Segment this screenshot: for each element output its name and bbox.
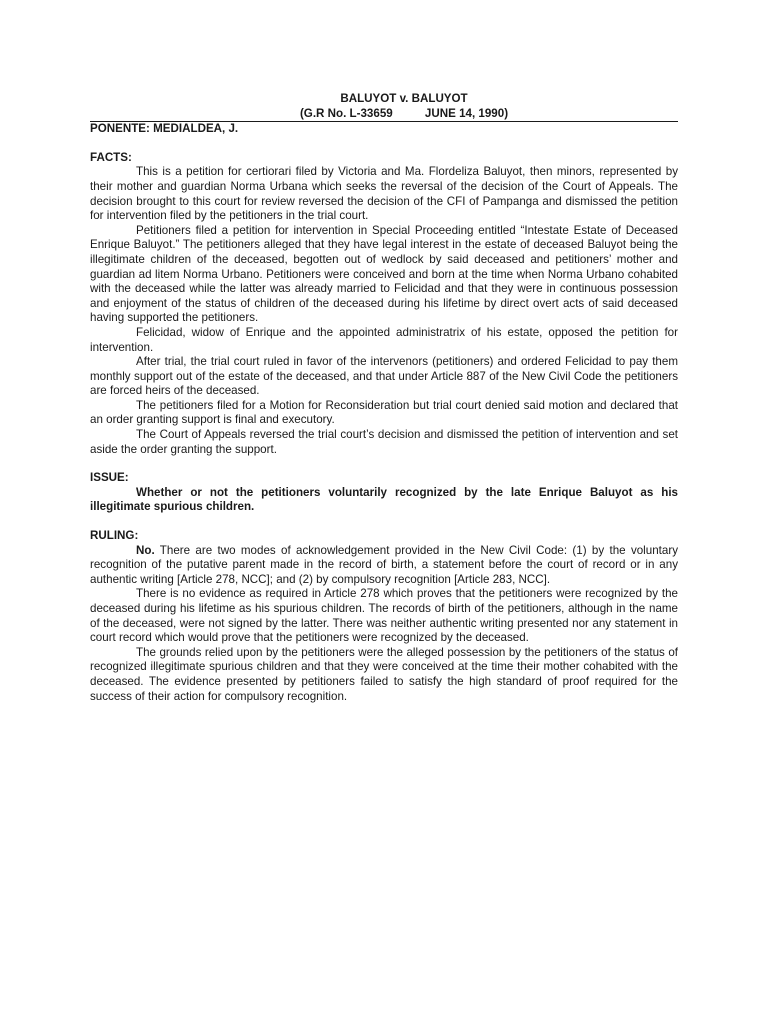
ruling-first-text: There are two modes of acknowledgement provided in the New Civil Code: (1) by the voluntary recognition of the putative parent made in the record of birth, a statement before the court of record or in any authentic writing [Article 278, NCC]; and (2) by compulsory recognition [Article 283, NCC]. bbox=[90, 543, 678, 586]
ruling-paragraph: There is no evidence as required in Article 278 which proves that the petitioners were recognized by the deceased during his lifetime as his spurious children. The records of birth of the petitioners, although in the name of the deceased, were not signed by the latter. There was neither authentic writing presented nor any statement in court record which would prove that the petitioners were recognized by the deceased. bbox=[90, 587, 678, 645]
case-title: BALUYOT v. BALUYOT bbox=[340, 92, 468, 105]
facts-paragraph: The Court of Appeals reversed the trial court’s decision and dismissed the petition of intervention and set aside the order granting the support. bbox=[90, 428, 678, 456]
document-page bbox=[90, 92, 678, 704]
facts-paragraph: This is a petition for certiorari filed by Victoria and Ma. Flordeliza Baluyot, then minors, represented by their mother and guardian Norma Urbana which seeks the reversal of the decision of the Court of Appeals. The decision brought to this court for review reversed the decision of the CFI of Pampanga and dismissed the petition for intervention filed by the petitioners in the trial court. bbox=[90, 165, 678, 223]
facts-paragraph: The petitioners filed for a Motion for Reconsideration but trial court denied said motion and declared that an order granting support is final and executory. bbox=[90, 398, 678, 427]
facts-paragraph: Petitioners filed a petition for intervention in Special Proceeding entitled “Intestate Estate of Deceased Enrique Baluyot.” The petitioners alleged that they have legal interest in the estate of deceased Baluyot being the illegitimate children of the deceased, begotten out of wedlock by said deceased and petitioners’ mother and guardian ad litem Norma Urbano. Petitioners were conceived and born at the time when Norma Urbano cohabited with the deceased while the latter was already married to Felicidad and that they were in continuous possession and enjoyment of the status of children of the deceased during his lifetime by direct overt acts of said deceased having supported the petitioners. bbox=[90, 223, 678, 325]
ruling-lead: No. bbox=[136, 543, 155, 557]
issue-text: Whether or not the petitioners voluntarily recognized by the late Enrique Baluyot as his illegitimate spurious children. bbox=[90, 485, 678, 514]
facts-paragraph: After trial, the trial court ruled in favor of the intervenors (petitioners) and ordered Felicidad to pay them monthly support out of the estate of the deceased, and that under Article 887 of the New Civil Code the petitioners are forced heirs of the deceased. bbox=[90, 355, 678, 398]
facts-heading: FACTS: bbox=[90, 150, 132, 164]
case-reference: (G.R No. L-33659 JUNE 14, 1990) bbox=[299, 106, 509, 120]
ponente: PONENTE: MEDIALDEA, J. bbox=[90, 121, 678, 137]
ruling-paragraph bbox=[90, 544, 678, 588]
ruling-paragraph: The grounds relied upon by the petitioners were the alleged possession by the petitioners of the status of recognized illegitimate spurious children and that they were conceived at the time their mother cohabited with the deceased. The evidence presented by petitioners failed to satisfy the high standard of proof required for the success of their action for compulsory recognition. bbox=[90, 645, 678, 703]
issue-heading: ISSUE: bbox=[90, 471, 129, 485]
ruling-heading: RULING: bbox=[90, 529, 139, 543]
facts-paragraph: Felicidad, widow of Enrique and the appointed administratrix of his estate, opposed the petition for intervention. bbox=[90, 325, 678, 354]
